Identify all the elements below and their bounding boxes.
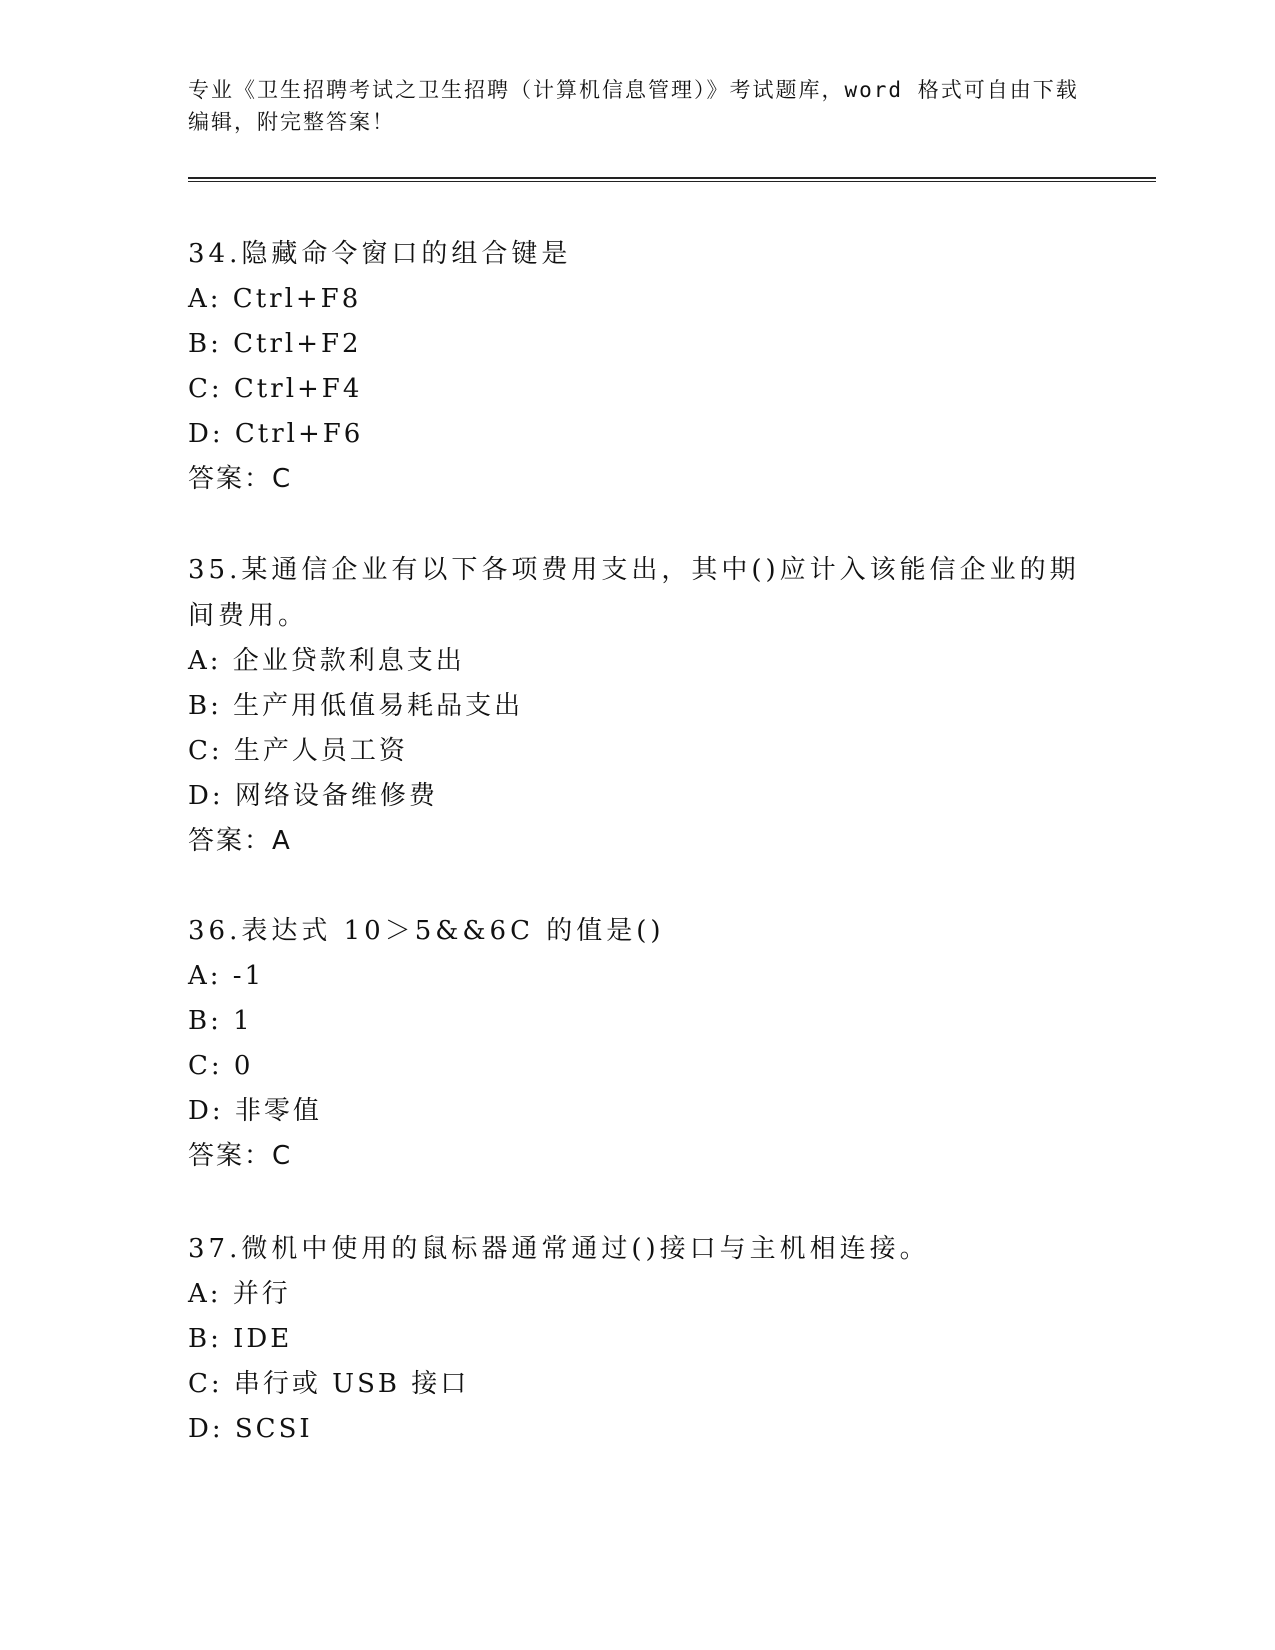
question-36 [188, 908, 1088, 1179]
option-c: C: 生产人员工资 [188, 736, 408, 766]
question-text: 37.微机中使用的鼠标器通常通过()接口与主机相连接。 [188, 1234, 930, 1264]
option-c: C: Ctrl+F4 [188, 374, 363, 404]
option-c: C: 0 [188, 1051, 254, 1081]
option-b: B: IDE [188, 1324, 293, 1354]
answer: 答案：C [188, 1141, 293, 1171]
option-a: A: 并行 [188, 1279, 291, 1309]
question-text: 34.隐藏命令窗口的组合键是 [188, 239, 572, 269]
option-d: D: Ctrl+F6 [188, 419, 364, 449]
option-b: B: Ctrl+F2 [188, 329, 362, 359]
question-34 [188, 231, 1088, 502]
option-a: A: 企业贷款利息支出 [188, 646, 465, 676]
answer: 答案：C [188, 464, 293, 494]
option-d: D: 网络设备维修费 [188, 781, 438, 811]
header-text: 专业《卫生招聘考试之卫生招聘（计算机信息管理）》考试题库，word 格式可自由下载编辑，附完整答案！ [188, 78, 1079, 134]
header-divider [188, 177, 1156, 182]
question-37 [188, 1226, 1088, 1452]
option-a: A: Ctrl+F8 [188, 284, 362, 314]
answer: 答案：A [188, 826, 292, 856]
option-d: D: 非零值 [188, 1096, 322, 1126]
question-text: 36.表达式 10＞5&&6C 的值是() [188, 916, 665, 946]
question-35 [188, 547, 1088, 864]
question-text: 35.某通信企业有以下各项费用支出，其中()应计入该能信企业的期间费用。 [188, 555, 1080, 631]
option-b: B: 生产用低值易耗品支出 [188, 691, 524, 721]
option-c: C: 串行或 USB 接口 [188, 1369, 470, 1399]
option-a: A: -1 [188, 961, 265, 991]
option-b: B: 1 [188, 1006, 253, 1036]
option-d: D: SCSI [188, 1414, 313, 1444]
